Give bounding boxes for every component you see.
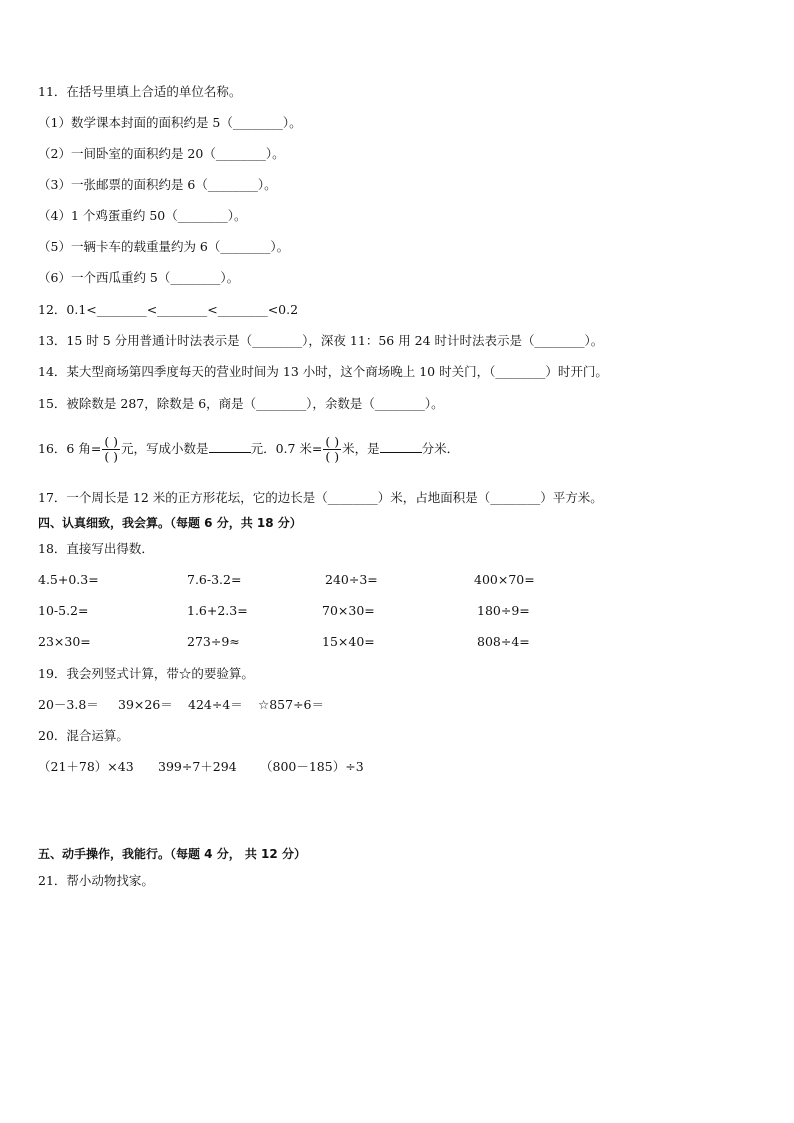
q18-title: 18．直接写出得数． [38, 541, 154, 556]
section-5-heading: 五、动手操作，我能行。（每题 4 分， 共 12 分） [38, 847, 306, 861]
q11-item-3: （3）一张邮票的面积约是 6（________）。 [38, 177, 277, 192]
q18-r2c3: 70×30= [322, 603, 375, 618]
q18-r2c4: 180÷9= [477, 603, 530, 618]
q11-item-2: （2）一间卧室的面积约是 20（________）。 [38, 146, 285, 161]
q11-item-1: （1）数学课本封面的面积约是 5（________）。 [38, 115, 302, 130]
q19-title: 19．我会列竖式计算，带☆的要验算。 [38, 666, 254, 681]
q20-title: 20．混合运算。 [38, 728, 129, 743]
q19-item-3: 424÷4＝ [188, 697, 243, 712]
q16-mid1: 元，写成小数是 [121, 441, 209, 456]
fraction-2-denominator: ( ) [325, 449, 340, 464]
q13: 13．15 时 5 分用普通计时法表示是（________），深夜 11：56 用 24 时计时法表示是（________）。 [38, 333, 604, 348]
q18-r1c3: 240÷3= [325, 572, 378, 587]
fraction-1-denominator: ( ) [104, 449, 119, 464]
q16-mid2: 元．0.7 米= [250, 441, 323, 456]
fraction-2 [323, 435, 341, 464]
q11-title: 11．在括号里填上合适的单位名称。 [38, 84, 242, 99]
q18-r3c1: 23×30= [38, 634, 91, 649]
q11-item-4: （4）1 个鸡蛋重约 50（________）。 [38, 208, 247, 223]
q16 [38, 430, 459, 468]
q11-item-6: （6）一个西瓜重约 5（________）。 [38, 270, 240, 285]
q18-r2c2: 1.6+2.3= [187, 603, 248, 618]
q12: 12．0.1<________<________<________<0.2 [38, 302, 299, 317]
q15: 15．被除数是 287，除数是 6，商是（________），余数是（________）。 [38, 396, 444, 411]
q18-r3c3: 15×40= [322, 634, 375, 649]
q16-prefix: 16．6 角= [38, 441, 102, 456]
q19-item-4: ☆857÷6＝ [258, 697, 324, 712]
q20-item-3: （800－185）÷3 [260, 759, 364, 774]
q16-mid3: 米，是 [342, 441, 380, 456]
q17: 17．一个周长是 12 米的正方形花坛，它的边长是（________）米，占地面积是（________）平方米。 [38, 490, 603, 505]
q16-suffix: 分米． [421, 441, 460, 456]
fraction-1 [102, 435, 120, 464]
blank-2 [380, 440, 422, 453]
q19-item-2: 39×26＝ [118, 697, 173, 712]
q21: 21．帮小动物找家。 [38, 873, 154, 888]
q18-r1c4: 400×70= [474, 572, 535, 587]
section-4-heading: 四、认真细致，我会算。（每题 6 分，共 18 分） [38, 516, 302, 530]
q20-item-1: （21＋78）×43 [38, 759, 134, 774]
q18-r3c4: 808÷4= [477, 634, 530, 649]
fraction-1-numerator: ( ) [104, 434, 119, 449]
q18-r2c1: 10-5.2= [38, 603, 89, 618]
q14: 14．某大型商场第四季度每天的营业时间为 13 小时，这个商场晚上 10 时关门，（________）时开门。 [38, 364, 608, 379]
q11-item-5: （5）一辆卡车的载重量约为 6（________）。 [38, 239, 290, 254]
q18-r1c1: 4.5+0.3= [38, 572, 99, 587]
q18-r3c2: 273÷9≈ [187, 634, 240, 649]
blank-1 [209, 440, 251, 453]
q20-item-2: 399÷7＋294 [158, 759, 237, 774]
fraction-2-numerator: ( ) [325, 434, 340, 449]
q19-item-1: 20－3.8＝ [38, 697, 99, 712]
q18-r1c2: 7.6-3.2= [187, 572, 242, 587]
